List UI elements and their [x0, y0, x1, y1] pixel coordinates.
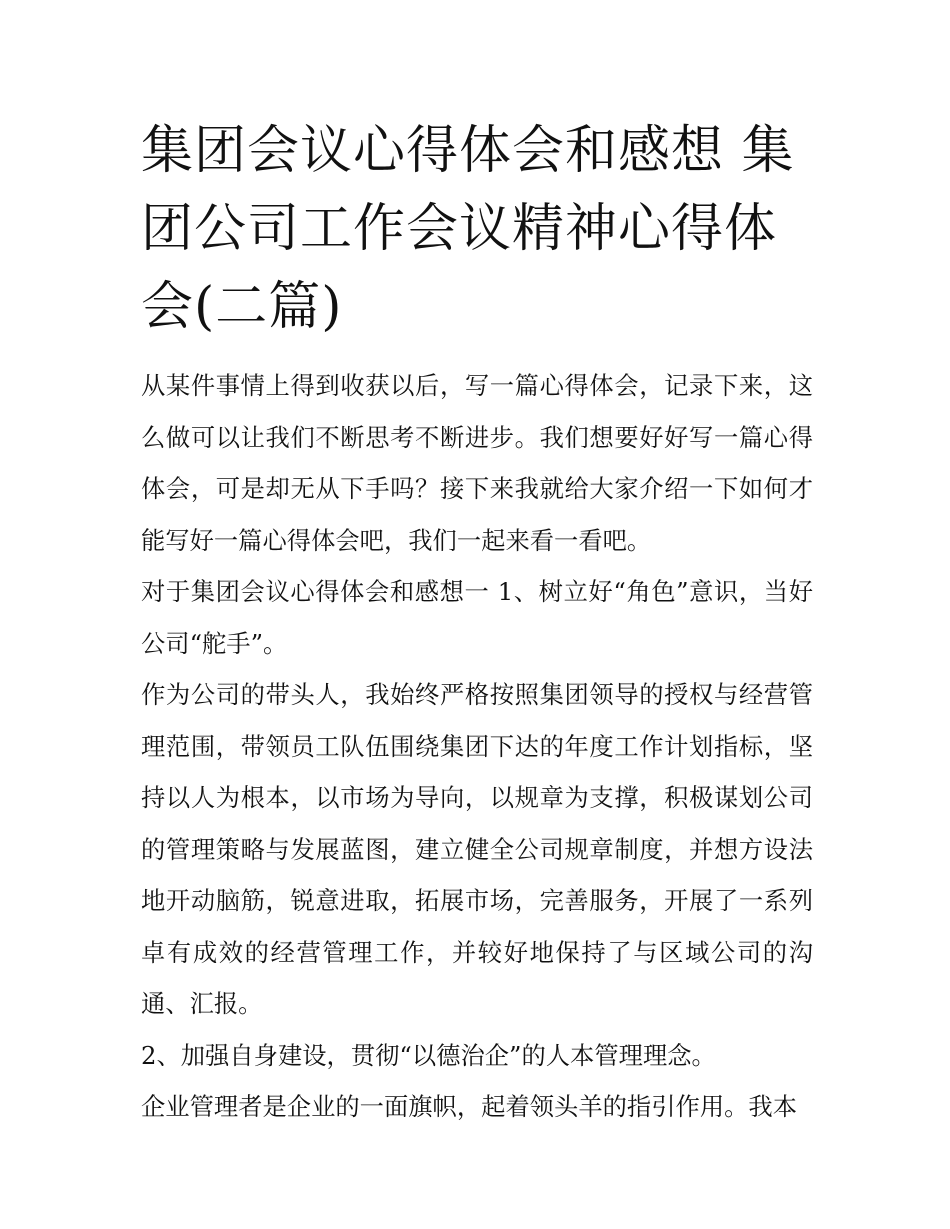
paragraph-section-2-body: 企业管理者是企业的一面旗帜，起着领头羊的指引作用。我本	[141, 1092, 798, 1121]
document-page	[141, 112, 813, 1133]
paragraph-section-1-body: 作为公司的带头人，我始终严格按照集团领导的授权与经营管理范围，带领员工队伍围绕集团下达的年度工作计划指标，坚持以人为根本，以市场为导向，以规章为支撑，积极谋划公司的管理策略与发展蓝图，建立健全公司规章制度，并想方设法地开动脑筋，锐意进取，拓展市场，完善服务，开展了一系列卓有成效的经营管理工作，并较好地保持了与区域公司的沟通、汇报。	[141, 680, 813, 1018]
document-body	[141, 360, 813, 1133]
document-title: 集团会议心得体会和感想 集团公司工作会议精神心得体会(二篇)	[141, 121, 795, 337]
paragraph-section-1-heading: 对于集团会议心得体会和感想一 1、树立好“角色”意识，当好公司“舵手”。	[141, 577, 813, 658]
paragraph-section-2-heading: 2、加强自身建设，贯彻“以德治企”的人本管理理念。	[141, 1040, 716, 1070]
paragraph-intro: 从某件事情上得到收获以后，写一篇心得体会，记录下来，这么做可以让我们不断思考不断进步。我们想要好好写一篇心得体会，可是却无从下手吗？接下来我就给大家介绍一下如何才能写好一篇心得体会吧，我们一起来看一看吧。	[141, 371, 813, 555]
